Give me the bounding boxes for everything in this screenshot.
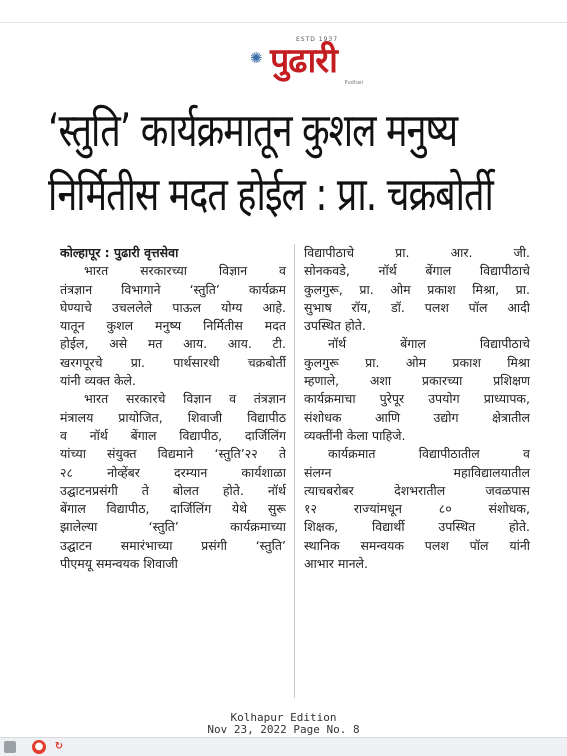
emblem-icon: ✺ [249,49,263,67]
viewer-toolbar [0,737,567,756]
top-rule [0,22,567,23]
masthead-tagline: ESTD 1937 [295,36,339,43]
article-line: त्याचबरोबर देशभरातील जवळपास [304,482,530,498]
article-line: पीएमयू समन्वयक शिवाजी [60,556,178,572]
column-divider [294,244,295,698]
article-line: उद्घाटनप्रसंगी ते बोलत होते. नॉर्थ [60,482,286,498]
article-line: कार्यक्रमाचा पुरेपूर उपयोग प्राध्यापक, [304,391,530,407]
article-line: संशोधक आणि उद्योग क्षेत्रातील [304,409,530,425]
article-line: तंत्रज्ञान विभागाने ‘स्तुति’ कार्यक्रम [60,281,286,297]
article-line: यांनी व्यक्त केले. [60,373,137,389]
article-line: होईल, असे मत आय. आय. टी. [60,336,286,352]
article-line: म्हणाले, अशा प्रकारच्या प्रशिक्षण [304,373,530,389]
headline [48,100,538,228]
article-line: सोनकवडे, नॉर्थ बेंगाल विद्यापीठाचे [304,263,530,279]
article-line: १२ राज्यांमधून ८० संशोधक, [304,501,530,517]
article-line: २८ नोव्हेंबर दरम्यान कार्यशाळा [60,464,286,480]
article-line: भारत सरकारचे विज्ञान व तंत्रज्ञान [84,391,286,407]
article-line: कुलगुरू प्रा. ओम प्रकाश मिश्रा [304,354,530,370]
share-icon[interactable]: ● [32,740,46,754]
article-line: शिक्षक, विद्यार्थी उपस्थित होते. [304,519,530,535]
rotate-icon[interactable]: ↻ [54,741,64,752]
article-line: यांच्या संयुक्त विद्यमाने ‘स्तुति’२२ ते [60,446,286,462]
edition-footer [0,712,567,736]
article-line: नॉर्थ बेंगाल विद्यापीठाचे [328,336,530,352]
article-line: कोल्हापूर : पुढारी वृत्तसेवा [60,245,179,260]
article-line: मंत्रालय प्रायोजित, शिवाजी विद्यापीठ [60,409,286,425]
edition-date-page: Nov 23, 2022 Page No. 8 [207,723,360,736]
article-line: उद्घाटन समारंभाच्या प्रसंगी ‘स्तुति’ [60,537,286,553]
article-line: आभार मानले. [304,556,368,572]
article-column-right [304,244,530,573]
article-line: उपस्थित होते. [304,318,366,334]
article-column-left [60,244,286,573]
article-line: भारत सरकारच्या विज्ञान व [84,263,286,279]
article-line: खरगपूरचे प्रा. पार्थसारथी चक्रबोर्ती [60,354,286,370]
article-line: बेंगाल विद्यापीठ, दार्जिलिंग येथे सुरू [60,501,286,517]
article-line: व नॉर्थ बेंगाल विद्यापीठ, दार्जिलिंग [60,427,286,443]
article-line: कार्यक्रमात विद्यापीठातील व [328,446,530,462]
masthead [0,30,567,90]
article-line: यातून कुशल मनुष्य निर्मितीस मदत [60,318,286,334]
edition-name: Kolhapur Edition [230,711,337,724]
headline-line-2: निर्मितीस मदत होईल : प्रा. चक्रबोर्ती [48,169,493,222]
copy-icon[interactable] [4,741,16,753]
headline-line-1: ‘स्तुति’ कार्यक्रमातून कुशल मनुष्य [48,105,458,158]
masthead-subtag: Pudhari [344,80,364,86]
article-line: संलग्न महाविद्यालयातील [304,464,530,480]
article-line: व्यक्तींनी केला पाहिजे. [304,427,406,443]
article-line: कुलगुरू, प्रा. ओम प्रकाश मिश्रा, प्रा. [304,281,530,297]
article-line: सुभाष रॉय, डॉ. पलश पॉल आदी [304,299,530,315]
newspaper-logo: पुढारी [270,41,337,81]
article-line: झालेल्या ‘स्तुति’ कार्यक्रमाच्या [60,519,286,535]
article-line: विद्यापीठाचे प्रा. आर. जी. [304,245,530,260]
article-line: घेण्याचे उचललेले पाऊल योग्य आहे. [60,299,286,315]
article-line: स्थानिक समन्वयक पलश पॉल यांनी [304,537,530,553]
